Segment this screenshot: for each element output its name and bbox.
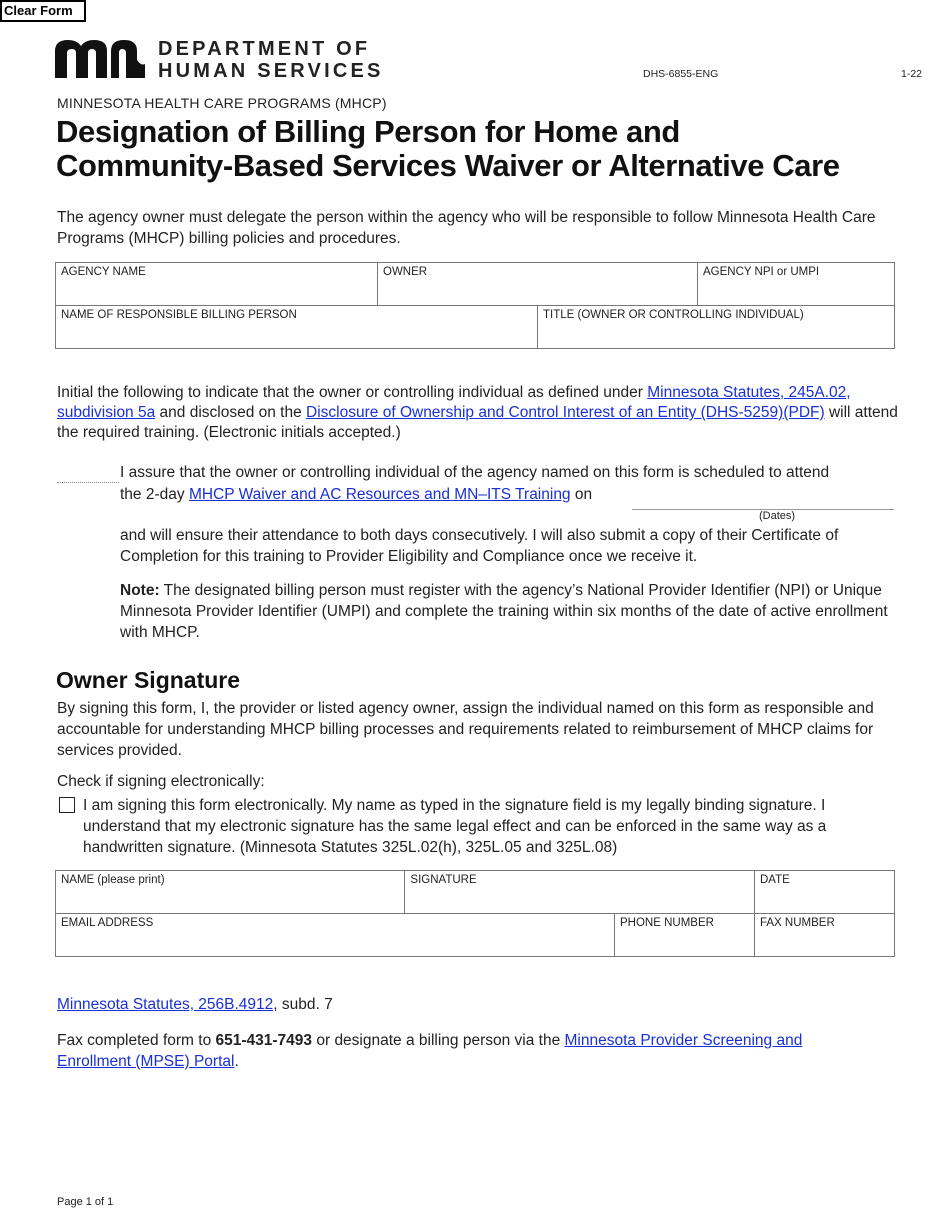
page-number: Page 1 of 1 [57,1196,114,1208]
agency-npi-field[interactable]: AGENCY NPI or UMPI [698,263,895,306]
phone-field[interactable]: PHONE NUMBER [615,914,755,957]
statute-256b-link[interactable]: Minnesota Statutes, 256B.4912 [57,996,274,1013]
initials-field[interactable] [57,482,119,483]
page-title [56,115,936,183]
print-name-field[interactable]: NAME (please print) [56,871,405,914]
dhs-5259-link[interactable]: Disclosure of Ownership and Control Interest of an Entity (DHS-5259)(PDF) [306,404,825,421]
fax-text-1: Fax completed form to [57,1032,216,1049]
revision-date: 1-22 [901,68,923,80]
statute-245a-link[interactable]: Minnesota Statutes, 245A.02, subdivision 5a [57,384,851,421]
email-field[interactable]: EMAIL ADDRESS [56,914,615,957]
signature-field[interactable]: SIGNATURE [405,871,755,914]
dept-name-line1: DEPARTMENT OF [158,38,371,60]
dates-label: (Dates) [759,510,796,522]
agency-info-table [55,262,895,349]
note-paragraph [120,580,910,643]
check-prompt: Check if signing electronically: [57,773,265,790]
assurance-paragraph [120,462,840,506]
fax-text-3: . [234,1053,239,1070]
assurance-continuation: and will ensure their attendance to both days consecutively. I will also submit a copy of their Certificate of Completion for this training to Provider Eligibility and Compliance once we receive it. [120,527,839,565]
initial-text-3: will attend the required training. (Electronic initials accepted.) [57,404,898,441]
initial-instructions [57,383,902,443]
clear-form-button[interactable]: Clear Form [0,0,86,22]
statute-suffix: , subd. 7 [273,996,333,1013]
owner-signature-heading: Owner Signature [56,667,241,693]
assurance-text-2: on [570,486,593,503]
fax-instructions [57,1030,857,1072]
form-number: DHS-6855-ENG [643,68,719,80]
mhcp-training-link[interactable]: MHCP Waiver and AC Resources and MN–ITS Training [188,486,571,503]
signature-table [55,870,895,957]
assurance-text-1: I assure that the owner or controlling individual of the agency named on this form is scheduled to attend the 2-day [120,464,830,503]
dhs-logo-icon [55,40,145,78]
owner-signature-body: By signing this form, I, the provider or listed agency owner, assign the individual named on this form as responsible and accountable for understanding MHCP billing processes and requirements related to reimbursement of MHCP claims for services provided. [57,700,874,759]
statute-reference [57,994,907,1015]
title-line-2: Community-Based Services Waiver or Alternative Care [56,148,840,183]
title-line-1: Designation of Billing Person for Home and [56,114,680,149]
note-text: The designated billing person must register with the agency’s National Provider Identifier (NPI) or Unique Minnesota Provider Identifier (UMPI) and complete the training within six months of the date of active enrollment with MHCP. [120,582,888,641]
fax-text-2: or designate a billing person via the [312,1032,565,1049]
esign-text: I am signing this form electronically. My name as typed in the signature field is my legally binding signature. I understand that my electronic signature has the same legal effect and can be enforced in the same way as a handwritten signature. (Minnesota Statutes 325L.02(h), 325L.05 and 325L.08) [83,797,827,856]
esign-checkbox[interactable] [59,797,75,813]
program-label: MINNESOTA HEALTH CARE PROGRAMS (MHCP) [57,95,387,111]
initial-text-1: Initial the following to indicate that the owner or controlling individual as defined under [57,384,648,401]
intro-paragraph: The agency owner must delegate the person within the agency who will be responsible to follow Minnesota Health Care Programs (MHCP) billing policies and procedures. [57,209,876,247]
owner-field[interactable]: OWNER [378,263,698,306]
billing-title-field[interactable]: TITLE (OWNER OR CONTROLLING INDIVIDUAL) [538,306,895,349]
fax-number: 651-431-7493 [215,1032,313,1049]
note-label: Note: [120,582,160,599]
mpse-portal-link[interactable]: Minnesota Provider Screening and Enrollment (MPSE) Portal [57,1032,803,1070]
fax-field[interactable]: FAX NUMBER [755,914,895,957]
dept-name-line2: HUMAN SERVICES [158,60,384,82]
initial-text-2: and disclosed on the [155,404,307,421]
date-field[interactable]: DATE [755,871,895,914]
billing-person-field[interactable]: NAME OF RESPONSIBLE BILLING PERSON [56,306,538,349]
agency-name-field[interactable]: AGENCY NAME [56,263,378,306]
